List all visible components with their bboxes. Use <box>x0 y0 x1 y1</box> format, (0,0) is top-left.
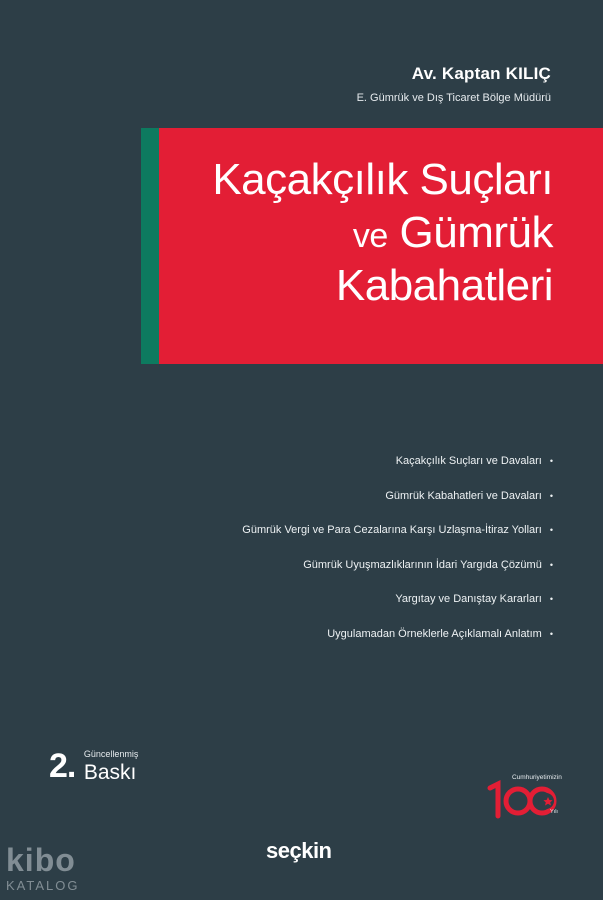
title-connector: ve <box>352 216 388 255</box>
topic-item <box>242 559 553 594</box>
edition-number: 2. <box>49 747 76 785</box>
topic-text: Uygulamadan Örneklerle Açıklamalı Anlatım <box>327 627 542 640</box>
title-line-1: Kaçakçılık Suçları <box>212 155 553 204</box>
topic-item <box>242 628 553 663</box>
title-line-2 <box>212 207 553 260</box>
seal-bottom-text: Yılı <box>550 809 558 815</box>
topic-item <box>242 490 553 525</box>
book-title <box>212 154 553 312</box>
topic-list <box>242 455 553 662</box>
bullet-icon: • <box>549 456 553 466</box>
topic-item <box>242 524 553 559</box>
author-role: E. Gümrük ve Dış Ticaret Bölge Müdürü <box>356 92 551 104</box>
topic-item <box>242 455 553 490</box>
topic-text: Gümrük Vergi ve Para Cezalarına Karşı Uzlaşma-İtiraz Yolları <box>242 524 542 536</box>
edition-text <box>84 747 139 785</box>
watermark-logo: kibo <box>6 842 76 878</box>
bullet-icon: • <box>549 525 553 535</box>
topic-text: Gümrük Kabahatleri ve Davaları <box>385 489 542 502</box>
author-block <box>357 64 551 104</box>
topic-text: Gümrük Uyuşmazlıklarının İdari Yargıda Çözümü <box>303 558 542 571</box>
title-line-3: Kabahatleri <box>335 260 553 310</box>
bullet-icon: • <box>549 594 553 604</box>
watermark-subtitle: KATALOG <box>6 878 80 893</box>
bullet-icon: • <box>549 628 553 639</box>
edition-badge <box>49 747 138 786</box>
bullet-icon: • <box>549 559 553 570</box>
topic-text: Kaçakçılık Suçları ve Davaları <box>395 455 542 467</box>
title-band <box>141 128 603 364</box>
watermark <box>6 844 79 893</box>
topic-item <box>242 593 553 628</box>
title-stripe <box>141 128 159 364</box>
topic-text: Yargıtay ve Danıştay Kararları <box>395 593 542 605</box>
seal-top-text: Cumhuriyetimizin <box>512 774 562 781</box>
author-name: Av. Kaptan KILIÇ <box>411 64 551 83</box>
bullet-icon: • <box>549 490 553 501</box>
title-line-2-main: Gümrük <box>399 207 553 257</box>
centennial-seal <box>486 774 566 820</box>
publisher-logo: seçkin <box>266 838 332 863</box>
edition-label: Baskı <box>83 761 137 784</box>
edition-subtitle: Güncellenmiş <box>83 749 139 759</box>
